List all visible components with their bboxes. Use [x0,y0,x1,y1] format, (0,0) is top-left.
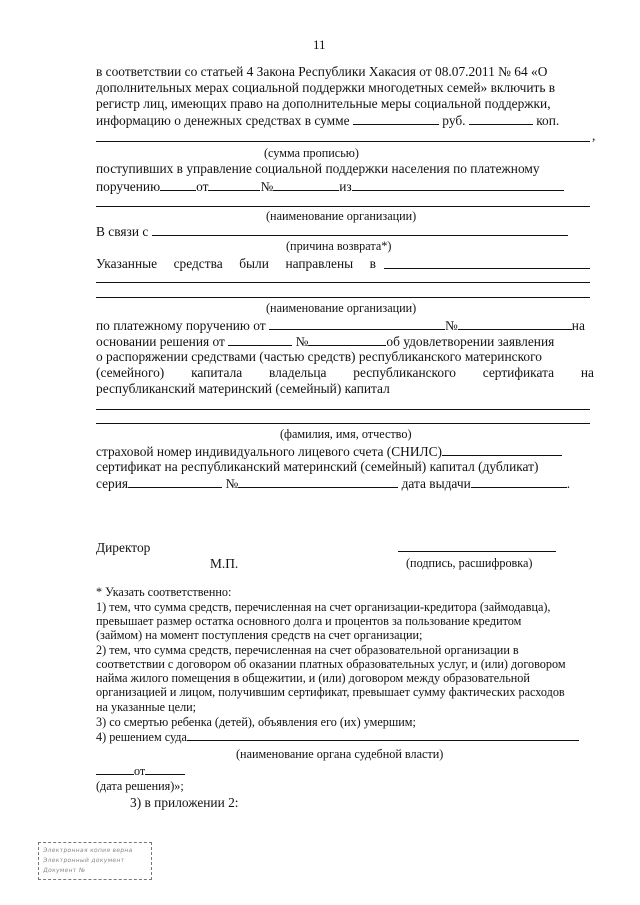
owner-name-field[interactable] [96,409,590,410]
para1-line3: регистр лиц, имеющих право на дополнительные меры социальной поддержки, [96,96,551,111]
payment-order-date-field[interactable] [269,318,445,330]
court-decision-date-field[interactable] [145,764,185,775]
reason-field[interactable] [152,224,568,236]
recipient-org-field-2[interactable] [96,282,590,283]
p3-word-1: (семейного) [96,365,165,380]
series-period: . [566,476,571,491]
payment-order-label: по платежному поручению от [96,318,266,333]
stamp-line-1: Электронная копия верна [42,847,134,854]
p3-word-5: сертификата [482,365,555,380]
note4-line [96,730,579,743]
funds-word-4: направлены [285,256,354,271]
director-label: Директор [96,540,151,555]
series-line [96,476,570,490]
court-name-field[interactable] [187,730,579,741]
funds-word-1: Указанные [96,256,158,271]
payment-order-no-field[interactable] [458,318,572,330]
decision-label: основании решения от [96,334,225,349]
reason-line [96,224,568,238]
para3-line2 [96,334,596,348]
issue-date-label: дата выдачи [401,476,471,491]
recipient-org-field[interactable] [384,268,590,269]
para3-line5: республиканский материнский (семейный) капитал [96,381,390,396]
p3-word-3: владельца [269,365,327,380]
sum-kopecks-field[interactable] [469,113,533,125]
funds-word-2: средства [173,256,223,271]
number-sign-4: № [225,476,239,491]
signature-caption: (подпись, расшифровка) [406,556,533,570]
recipient-org-field-3[interactable] [96,297,590,298]
decision-date-caption: (дата решения)»; [96,779,184,793]
funds-sent-line [96,257,376,270]
appendix-line: 3) в приложении 2: [130,795,239,810]
series-field[interactable] [128,476,222,488]
in-connection-label: В связи с [96,224,149,239]
note1-line2: превышает размер остатка основного долга и процентов за пользование кредитом [96,614,522,628]
signature-field[interactable] [398,551,556,552]
certificate-line: сертификат на республиканский материнский (семейный) капитал (дубликат) [96,459,539,474]
note2-line1: 2) тем, что сумма средств, перечисленная на счет образовательной организации в [96,643,519,657]
sum-line-comma: , [592,128,596,143]
decision-date-line [96,764,185,777]
series-label: серия [96,476,129,491]
para3-line4 [96,366,594,379]
order-label: поручению [96,179,161,194]
from-org-label: из [339,179,352,194]
funds-word-3: были [239,256,269,271]
order-no-field[interactable] [273,179,339,191]
note2-line3: найма жилого помещения в общежитии, и (или) договором между образовательной [96,671,530,685]
kop-label: коп. [536,113,560,128]
from-label: от [196,179,209,194]
order-number-field[interactable] [160,179,196,191]
sum-in-words-caption: (сумма прописью) [264,146,359,160]
para2-line1: поступивших в управление социальной поддержки населения по платежному [96,161,540,176]
page-number: 11 [313,37,326,52]
funds-word-5: в [369,256,376,271]
p3-word-4: республиканского [353,365,456,380]
para1-line4 [96,113,559,127]
org-name-caption-1: (наименование организации) [266,209,417,223]
note2-line5: на указанные цели; [96,700,197,714]
notes-heading: * Указать соответственно: [96,585,232,599]
sum-in-words-field[interactable] [96,141,590,142]
rub-label: руб. [442,113,466,128]
stamp-line-3: Документ № [42,867,86,874]
note1-line3: (займом) на момент поступления средств на счет организации; [96,628,423,642]
sum-rubles-field[interactable] [353,113,439,125]
decision-no-field[interactable] [308,334,386,346]
stamp-place-label: М.П. [210,556,239,571]
p3-word-2: капитала [191,365,243,380]
number-sign-2: № [445,318,458,333]
decision-date-field[interactable] [228,334,292,346]
para1-line2: дополнительных мерах социальной поддержки многодетных семей» включить в [96,80,556,95]
decision-from-label: от [134,764,146,778]
on-label: на [571,318,585,333]
snils-label: страховой номер индивидуального лицевого счета (СНИЛС) [96,444,442,459]
para3-line1 [96,318,596,332]
court-caption: (наименование органа судебной власти) [236,747,444,761]
note2-line2: соответствии с договором об оказании платных образовательных услуг, и (или) договором [96,657,566,671]
note3: 3) со смертью ребенка (детей), объявления его (их) умершим; [96,715,416,729]
issue-date-field[interactable] [471,476,567,488]
owner-name-field-2[interactable] [96,423,590,424]
note4-label: 4) решением суда [96,730,187,744]
snils-line [96,444,562,458]
org-name-caption-2: (наименование организации) [266,301,417,315]
note2-line4: организацией и лицом, получившим сертификат, превышает сумму фактических расходов [96,685,565,699]
court-decision-day-field[interactable] [96,764,134,775]
source-org-field-2[interactable] [96,206,590,207]
snils-field[interactable] [442,444,562,456]
number-sign: № [260,179,274,194]
reason-caption: (причина возврата*) [286,239,392,253]
note1-line1: 1) тем, что сумма средств, перечисленная на счет организации-кредитора (займодавца), [96,600,551,614]
certificate-no-field[interactable] [238,476,398,488]
electronic-copy-stamp [38,842,152,880]
sum-label: информацию о денежных средствах в сумме [96,113,350,128]
number-sign-3: № [295,334,309,349]
source-org-field[interactable] [352,179,564,191]
order-date-field[interactable] [208,179,260,191]
para3-line3: о распоряжении средствами (частью средств) республиканского материнского [96,349,542,364]
decision-text: об удовлетворении заявления [386,334,555,349]
stamp-line-2: Электронный документ [42,857,125,864]
para2-line2 [96,179,564,193]
fio-caption: (фамилия, имя, отчество) [280,427,412,441]
para1-line1: в соответствии со статьей 4 Закона Республики Хакасия от 08.07.2011 № 64 «О [96,64,548,79]
p3-word-6: на [580,365,594,380]
